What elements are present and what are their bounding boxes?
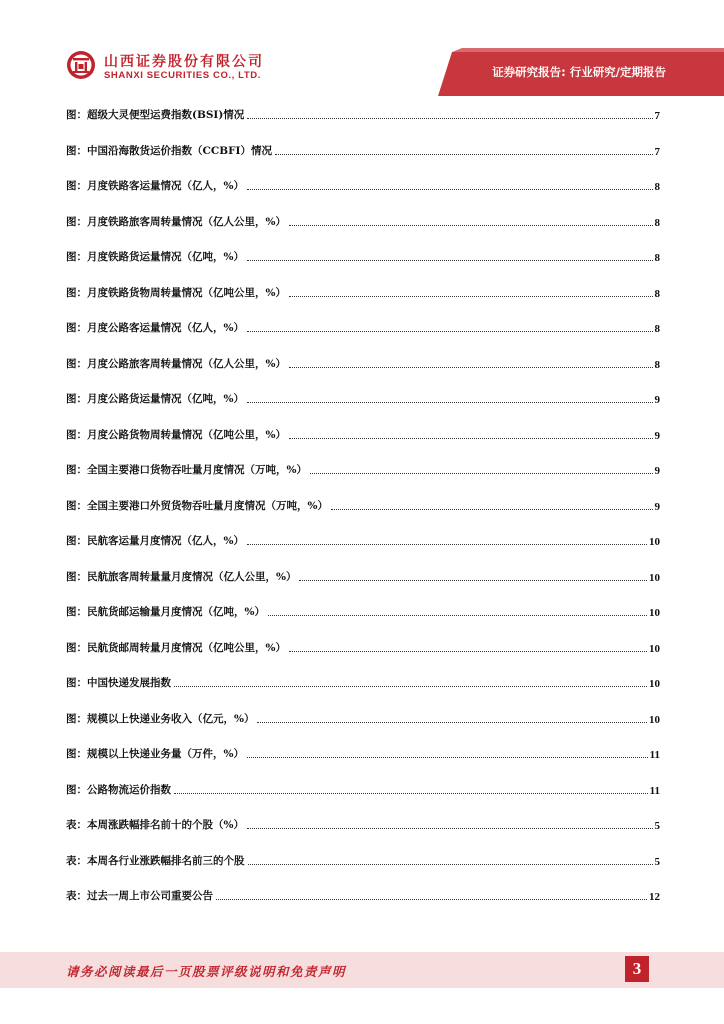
toc-entry-page: 11 bbox=[649, 784, 660, 797]
toc-entry[interactable] bbox=[66, 102, 660, 122]
toc-dot-leader bbox=[247, 259, 653, 261]
toc-dot-leader bbox=[247, 117, 652, 119]
toc-dot-leader bbox=[247, 543, 647, 545]
toc-entry-label: 图：月度铁路货物周转量情况（亿吨公里，%） bbox=[66, 286, 286, 299]
toc-dot-leader bbox=[247, 827, 653, 829]
toc-entry-page: 8 bbox=[654, 181, 660, 193]
toc-entry-label: 图：中国沿海散货运价指数（CCBFI）情况 bbox=[66, 144, 272, 157]
toc-entry-page: 5 bbox=[654, 855, 660, 868]
toc-dot-leader bbox=[275, 153, 653, 155]
toc-entry-label: 图：民航货邮周转量月度情况（亿吨公里，%） bbox=[66, 641, 286, 654]
toc-entry-page: 7 bbox=[654, 145, 660, 158]
toc-entry-page: 8 bbox=[654, 252, 660, 264]
company-name-cn: 山西证券股份有限公司 bbox=[104, 54, 264, 70]
toc-entry[interactable] bbox=[66, 138, 660, 158]
toc-dot-leader bbox=[289, 437, 653, 439]
toc-entry-page: 8 bbox=[654, 216, 660, 229]
toc-entry-page: 9 bbox=[654, 500, 660, 513]
toc-dot-leader bbox=[247, 401, 653, 403]
toc-entry-label: 图：规模以上快递业务量（万件，%） bbox=[66, 748, 244, 760]
toc-dot-leader bbox=[174, 685, 647, 687]
toc-entry-page: 9 bbox=[654, 465, 660, 477]
toc-entry-label: 图：民航客运量月度情况（亿人，%） bbox=[66, 535, 244, 547]
disclaimer-text: 请务必阅读最后一页股票评级说明和免责声明 bbox=[66, 964, 347, 979]
toc-entry-label: 图：民航旅客周转量量月度情况（亿人公里，%） bbox=[66, 570, 297, 583]
toc-dot-leader bbox=[248, 863, 653, 865]
company-logo-icon bbox=[66, 50, 96, 80]
toc-dot-leader bbox=[310, 472, 653, 474]
toc-entry-page: 10 bbox=[649, 713, 660, 726]
toc-entry-page: 9 bbox=[654, 394, 660, 406]
toc-entry-label: 图：全国主要港口货物吞吐量月度情况（万吨，%） bbox=[66, 464, 307, 476]
toc-entry-page: 10 bbox=[649, 678, 660, 690]
header-red-band bbox=[0, 0, 724, 96]
toc-entry[interactable] bbox=[66, 812, 660, 832]
toc-dot-leader bbox=[331, 508, 653, 510]
toc-dot-leader bbox=[257, 721, 647, 723]
toc-entry-label: 图：月度公路客运量情况（亿人，%） bbox=[66, 322, 244, 334]
toc-entry-page: 9 bbox=[654, 429, 660, 442]
toc-entry-page: 8 bbox=[654, 323, 660, 335]
toc-dot-leader bbox=[268, 614, 647, 616]
toc-entry-page: 5 bbox=[654, 820, 660, 832]
toc-dot-leader bbox=[289, 366, 653, 368]
page-footer bbox=[0, 952, 724, 988]
toc-dot-leader bbox=[174, 792, 648, 794]
toc-dot-leader bbox=[289, 295, 653, 297]
toc-entry[interactable] bbox=[66, 493, 660, 513]
toc-entry[interactable] bbox=[66, 244, 660, 264]
toc-entry-label: 图：全国主要港口外贸货物吞吐量月度情况（万吨，%） bbox=[66, 499, 328, 512]
toc-entry-page: 8 bbox=[654, 358, 660, 371]
toc-entry[interactable] bbox=[66, 564, 660, 584]
toc-entry-page: 10 bbox=[649, 607, 660, 619]
toc-entry[interactable] bbox=[66, 848, 660, 868]
toc-dot-leader bbox=[289, 224, 653, 226]
toc-entry[interactable] bbox=[66, 351, 660, 371]
toc-entry[interactable] bbox=[66, 386, 660, 406]
toc-entry[interactable] bbox=[66, 528, 660, 548]
toc-entry-label: 表：本周各行业涨跌幅排名前三的个股 bbox=[66, 854, 245, 867]
toc-entry-label: 图：民航货邮运输量月度情况（亿吨，%） bbox=[66, 606, 265, 618]
toc-entry[interactable] bbox=[66, 315, 660, 335]
toc-entry-page: 11 bbox=[649, 749, 660, 761]
toc-entry-label: 图：月度铁路货运量情况（亿吨，%） bbox=[66, 251, 244, 263]
toc-entry[interactable] bbox=[66, 777, 660, 797]
toc-entry-label: 图：公路物流运价指数 bbox=[66, 783, 171, 796]
toc-entry[interactable] bbox=[66, 457, 660, 477]
report-type-label: 证券研究报告: 行业研究/定期报告 bbox=[492, 65, 666, 79]
toc-entry-label: 图：月度铁路旅客周转量情况（亿人公里，%） bbox=[66, 215, 286, 228]
toc-entry-label: 图：月度公路货物周转量情况（亿吨公里，%） bbox=[66, 428, 286, 441]
toc-entry[interactable] bbox=[66, 670, 660, 690]
toc-entry-page: 10 bbox=[649, 536, 660, 548]
toc-entry[interactable] bbox=[66, 280, 660, 300]
toc-entry-label: 图：月度铁路客运量情况（亿人，%） bbox=[66, 180, 244, 192]
toc-entry[interactable] bbox=[66, 741, 660, 761]
toc-entry[interactable] bbox=[66, 209, 660, 229]
toc-entry-page: 10 bbox=[649, 642, 660, 655]
toc-dot-leader bbox=[299, 579, 647, 581]
toc-entry-page: 12 bbox=[649, 891, 660, 903]
toc-entry[interactable] bbox=[66, 422, 660, 442]
company-name-en: SHANXI SECURITIES CO., LTD. bbox=[104, 70, 261, 81]
toc-dot-leader bbox=[216, 898, 647, 900]
toc-entry[interactable] bbox=[66, 883, 660, 903]
toc-entry-label: 图：规模以上快递业务收入（亿元，%） bbox=[66, 712, 255, 725]
toc-entry-label: 表：过去一周上市公司重要公告 bbox=[66, 890, 213, 902]
toc-entry[interactable] bbox=[66, 635, 660, 655]
toc-entry[interactable] bbox=[66, 173, 660, 193]
toc-entry-label: 图：月度公路货运量情况（亿吨，%） bbox=[66, 393, 244, 405]
toc-dot-leader bbox=[247, 188, 653, 190]
page-header bbox=[0, 0, 724, 96]
toc-entry-page: 10 bbox=[649, 571, 660, 584]
toc-entry-page: 8 bbox=[654, 287, 660, 300]
toc-entry-label: 图：超级大灵便型运费指数(BSI)情况 bbox=[66, 109, 245, 121]
toc-entry-label: 表：本周涨跌幅排名前十的个股（%） bbox=[66, 819, 244, 831]
toc-entry-label: 图：中国快递发展指数 bbox=[66, 677, 171, 689]
toc-dot-leader bbox=[247, 330, 653, 332]
toc-entry[interactable] bbox=[66, 706, 660, 726]
page-number: 3 bbox=[625, 956, 649, 982]
toc-dot-leader bbox=[247, 756, 648, 758]
toc-dot-leader bbox=[289, 650, 647, 652]
toc-entry[interactable] bbox=[66, 599, 660, 619]
toc-entry-label: 图：月度公路旅客周转量情况（亿人公里，%） bbox=[66, 357, 286, 370]
toc-entry-page: 7 bbox=[654, 110, 660, 122]
